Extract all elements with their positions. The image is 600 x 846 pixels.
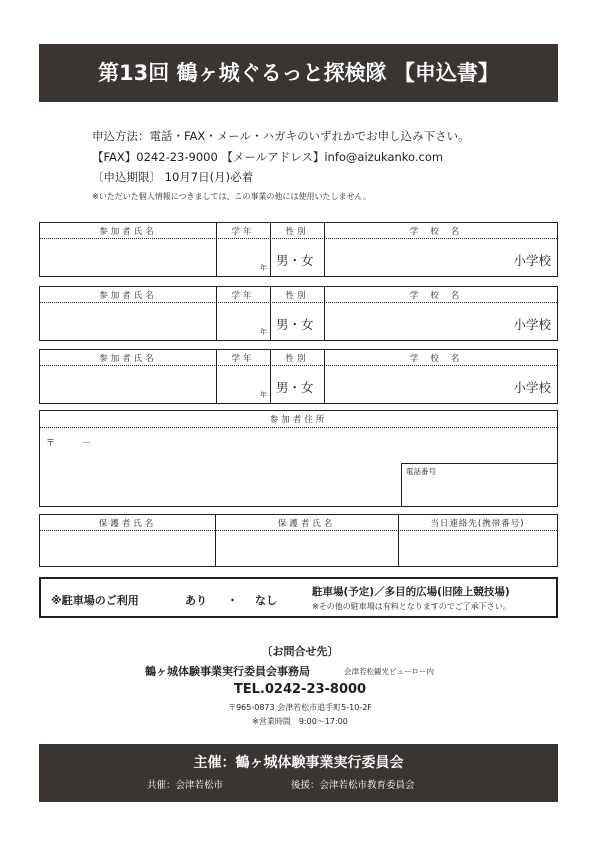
school-suffix: 小学校 xyxy=(513,317,551,332)
phone-number-label: 電話番号 xyxy=(406,467,436,476)
guardian-name-header-2: 保護者氏名 xyxy=(277,519,336,529)
participant-name-header: 参加者氏名 xyxy=(99,227,157,237)
gender-header: 性別 xyxy=(285,227,309,237)
inquiry-organization-sub: 会津若松観光ビューロー内 xyxy=(344,667,434,676)
gender-header: 性別 xyxy=(285,291,309,301)
grade-header: 学年 xyxy=(231,291,255,301)
guardian-name-header-1: 保護者氏名 xyxy=(98,519,157,529)
participant-table-1 xyxy=(39,222,558,277)
address-table xyxy=(39,410,558,507)
guardian-table xyxy=(39,514,558,567)
footer-banner xyxy=(39,744,558,802)
parking-note: ※その他の駐車場は有料となりますのでご了承下さい。 xyxy=(312,602,511,611)
parking-no-option[interactable]: なし xyxy=(255,594,277,607)
guardian-name-field-2[interactable] xyxy=(216,531,398,566)
title-banner xyxy=(39,44,558,102)
grade-field[interactable] xyxy=(217,303,270,340)
participant-name-header: 参加者氏名 xyxy=(99,291,157,301)
participant-name-header: 参加者氏名 xyxy=(99,354,157,364)
school-suffix: 小学校 xyxy=(513,380,551,395)
grade-unit: 年 xyxy=(260,328,267,336)
inquiry-address: 〒965-0873 会津若松市追手町5-10-2F xyxy=(228,703,372,712)
supporter: 後援：会津若松市教育委員会 xyxy=(291,780,415,791)
school-header: 学校名 xyxy=(409,227,472,237)
gender-choice[interactable]: 男・女 xyxy=(276,380,314,395)
school-field[interactable] xyxy=(325,239,557,276)
grade-field[interactable] xyxy=(217,366,270,403)
emergency-contact-header: 当日連絡先(携帯番号) xyxy=(430,519,525,529)
organizer: 主催：鶴ヶ城体験事業実行委員会 xyxy=(193,755,404,771)
business-hours: ※営業時間 9:00～17:00 xyxy=(252,717,348,726)
parking-yes-option[interactable]: あり xyxy=(185,594,207,607)
application-method: 申込方法：電話・FAX・メール・ハガキのいずれかでお申し込み下さい。 xyxy=(92,129,470,143)
privacy-note: ※いただいた個人情報につきましては、この事業の他には使用いたしません。 xyxy=(92,192,372,201)
gender-header: 性別 xyxy=(285,354,309,364)
application-deadline: 〔申込期限〕 10月7日(月)必着 xyxy=(92,170,254,184)
grade-unit: 年 xyxy=(260,391,267,399)
grade-header: 学年 xyxy=(231,354,255,364)
inquiry-organization: 鶴ヶ城体験事業実行委員会事務局 xyxy=(145,665,310,678)
parking-box xyxy=(39,577,558,618)
grade-unit: 年 xyxy=(260,264,267,272)
school-header: 学校名 xyxy=(409,291,472,301)
address-header: 参加者住所 xyxy=(269,415,328,425)
postal-code-field[interactable]: 〒 － xyxy=(46,439,92,449)
grade-field[interactable] xyxy=(217,239,270,276)
parking-location: 駐車場(予定)／多目的広場(旧陸上競技場) xyxy=(312,586,510,598)
fax-email-contact: 【FAX】0242-23-9000 【メールアドレス】info@aizukanko.com xyxy=(92,150,444,164)
grade-header: 学年 xyxy=(231,227,255,237)
guardian-name-field-1[interactable] xyxy=(40,531,215,566)
emergency-phone-field[interactable] xyxy=(399,531,557,566)
inquiry-phone: TEL.0242-23-8000 xyxy=(233,682,367,697)
participant-name-field[interactable] xyxy=(40,303,216,340)
page-title: 第13回 鶴ヶ城ぐるっと探検隊 【申込書】 xyxy=(98,61,499,85)
participant-name-field[interactable] xyxy=(40,239,216,276)
participant-table-3 xyxy=(39,349,558,404)
parking-label: ※駐車場のご利用 xyxy=(51,594,139,607)
option-separator: ・ xyxy=(227,594,238,607)
inquiry-header: 〔お問合せ先〕 xyxy=(261,645,339,658)
participant-table-2 xyxy=(39,286,558,341)
school-header: 学校名 xyxy=(409,354,472,364)
school-field[interactable] xyxy=(325,303,557,340)
participant-name-field[interactable] xyxy=(40,366,216,403)
co-host: 共催：会津若松市 xyxy=(147,780,224,791)
gender-choice[interactable]: 男・女 xyxy=(276,317,314,332)
school-suffix: 小学校 xyxy=(513,253,551,268)
gender-choice[interactable]: 男・女 xyxy=(276,253,314,268)
school-field[interactable] xyxy=(325,366,557,403)
